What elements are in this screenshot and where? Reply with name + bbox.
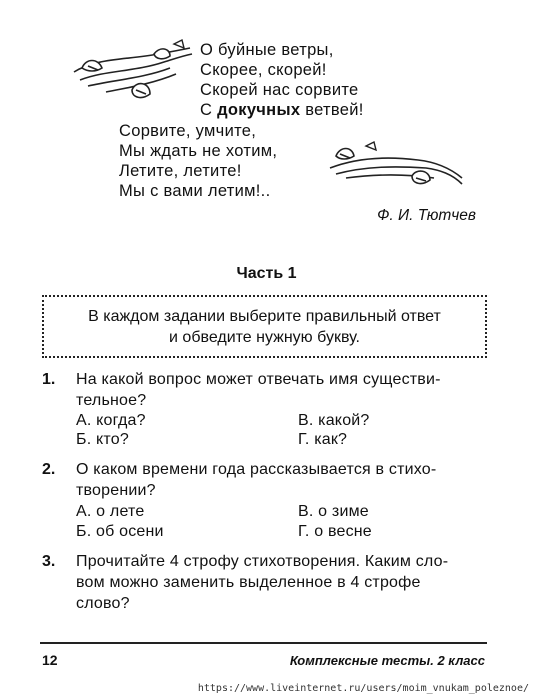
wind-leaves-illustration-left (66, 38, 196, 108)
question-text-line: О каком времени года рассказывается в стихо- (76, 461, 437, 478)
instruction-line-2: и обведите нужную букву. (169, 329, 360, 346)
question-text-line: тельное? (76, 392, 147, 409)
poem-stanza-top (200, 40, 364, 120)
question-number: 1. (42, 371, 56, 388)
poem-line-prefix: С (200, 101, 218, 119)
poem-line: Скорее, скорей! (200, 61, 327, 79)
source-url-watermark[interactable]: https://www.liveinternet.ru/users/moim_vnukam_poleznoe/ (197, 683, 529, 694)
section-title: Часть 1 (236, 265, 297, 282)
poem-stanza-bottom (119, 121, 277, 201)
poem-line: О буйные ветры, (200, 41, 334, 59)
answer-option-a[interactable]: А. когда? (76, 412, 146, 429)
poem-line: Мы ждать не хотим, (119, 142, 278, 160)
question-text-line: Прочитайте 4 строфу стихотворения. Каким сло- (76, 553, 449, 570)
answer-option-g[interactable]: Г. как? (298, 431, 348, 448)
poem-line: Сорвите, умчите, (119, 122, 257, 140)
answer-option-v[interactable]: В. какой? (298, 412, 370, 429)
page-number: 12 (42, 652, 58, 668)
poem-author: Ф. И. Тютчев (377, 207, 476, 224)
poem-line: Летите, летите! (119, 162, 242, 180)
instruction-box (42, 295, 487, 358)
instruction-line-1: В каждом задании выберите правильный ответ (88, 308, 441, 325)
poem-line-suffix: ветвей! (300, 101, 364, 119)
poem-line: Скорей нас сорвите (200, 81, 359, 99)
question-text-line: творении? (76, 482, 156, 499)
poem-line-with-bold-word (200, 100, 364, 120)
question-text (76, 551, 486, 614)
footer-rule (40, 642, 487, 644)
answer-option-b[interactable]: Б. об осени (76, 523, 164, 540)
answer-option-v[interactable]: В. о зиме (298, 503, 369, 520)
question-number: 2. (42, 461, 56, 478)
answer-option-b[interactable]: Б. кто? (76, 431, 129, 448)
poem-line: Мы с вами летим!.. (119, 182, 271, 200)
question-text-line: вом можно заменить выделенное в 4 строфе (76, 574, 421, 591)
question-text (76, 459, 486, 501)
question-text-line: На какой вопрос может отвечать имя существи- (76, 371, 441, 388)
answer-option-g[interactable]: Г. о весне (298, 523, 372, 540)
question-text-line: слово? (76, 595, 130, 612)
question-number: 3. (42, 553, 56, 570)
answer-option-a[interactable]: А. о лете (76, 503, 145, 520)
question-text (76, 369, 486, 411)
book-title: Комплексные тесты. 2 класс (289, 653, 485, 668)
poem-bold-word: докучных (217, 101, 301, 119)
wind-leaves-illustration-right (326, 138, 466, 196)
